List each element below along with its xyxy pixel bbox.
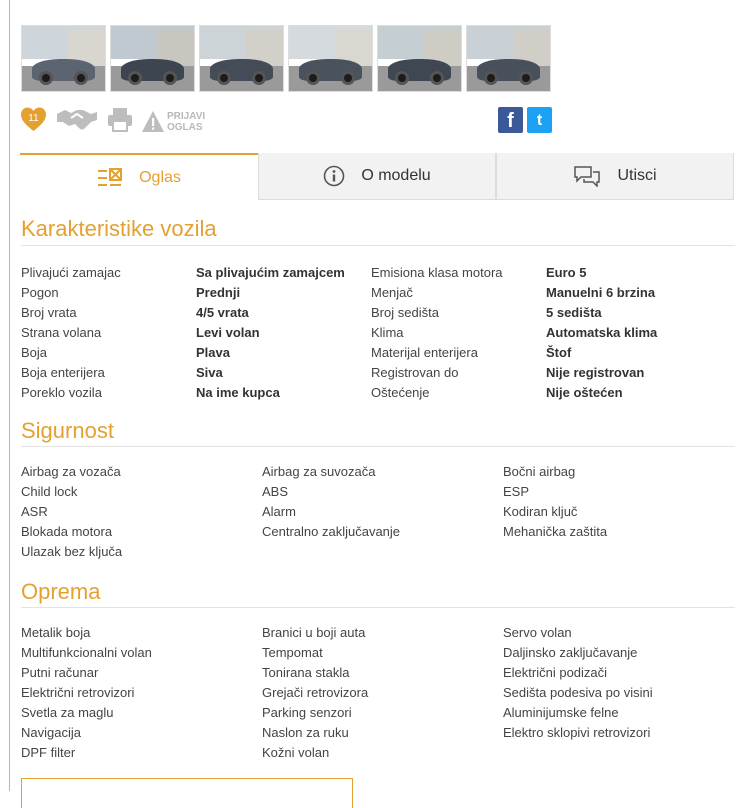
info-icon [323, 165, 345, 187]
car-wheel [341, 71, 355, 85]
photo-thumbnails [21, 25, 551, 92]
car-wheel [306, 71, 320, 85]
car-wheel [252, 71, 266, 85]
safety-item: Kodiran ključ [503, 504, 578, 519]
car-thumbnail[interactable] [288, 25, 373, 92]
spec-label: Poreklo vozila [21, 384, 102, 400]
left-accent-rule [9, 0, 10, 791]
safety-item: ABS [262, 484, 289, 499]
spec-value: Manuelni 6 brzina [546, 284, 656, 300]
spec-label: Klima [371, 324, 404, 340]
equipment-title: Oprema [21, 579, 101, 604]
car-wheel [39, 71, 53, 85]
tab-oglas[interactable] [20, 153, 258, 200]
section-divider [21, 245, 735, 246]
spec-label: Registrovan do [371, 364, 459, 380]
spec-value: Levi volan [196, 324, 260, 340]
safety-list [21, 462, 741, 562]
equipment-item: DPF filter [21, 745, 76, 760]
safety-item: Alarm [262, 504, 296, 519]
spec-label: Broj vrata [21, 304, 77, 320]
spec-value: Prednji [196, 284, 241, 300]
safety-title: Sigurnost [21, 418, 114, 443]
safety-item: Mehanička zaštita [503, 524, 608, 539]
safety-item: ASR [21, 504, 48, 519]
tab-o-modelu-label: O modelu [361, 167, 431, 184]
equipment-item: Elektro sklopivi retrovizori [503, 725, 651, 740]
spec-value: Nije registrovan [546, 364, 645, 380]
spec-value: Euro 5 [546, 264, 587, 280]
spec-value: 4/5 vrata [196, 304, 249, 320]
safety-item: Ulazak bez ključa [21, 544, 123, 559]
car-wheel [163, 71, 177, 85]
equipment-item: Tempomat [262, 645, 323, 660]
tab-utisci[interactable] [496, 153, 734, 200]
equipment-item: Parking senzori [262, 705, 352, 720]
car-thumbnail[interactable] [199, 25, 284, 92]
spec-value: Štof [546, 344, 572, 360]
equipment-item: Tonirana stakla [262, 665, 350, 680]
car-wheel [217, 71, 231, 85]
safety-item: Bočni airbag [503, 464, 576, 479]
equipment-item: Električni retrovizori [21, 685, 135, 700]
handshake-button[interactable] [55, 106, 99, 137]
equipment-item: Grejači retrovizora [262, 685, 369, 700]
safety-item: Centralno zaključavanje [262, 524, 401, 539]
equipment-list [21, 623, 741, 763]
spec-label: Materijal enterijera [371, 344, 478, 360]
spec-label: Pogon [21, 284, 59, 300]
spec-label: Emisiona klasa motora [371, 264, 503, 280]
safety-item: Child lock [21, 484, 78, 499]
car-wheel [484, 71, 498, 85]
equipment-item: Navigacija [21, 725, 81, 740]
equipment-item: Putni računar [21, 665, 99, 680]
spec-value: Siva [196, 364, 223, 380]
section-divider [21, 607, 735, 608]
twitter-icon[interactable]: t [527, 107, 552, 133]
like-count: 11 [28, 113, 39, 124]
car-wheel [74, 71, 88, 85]
car-wheel [519, 71, 533, 85]
spec-value: Automatska klima [546, 324, 658, 340]
spec-row [21, 302, 721, 322]
social-share [498, 107, 552, 133]
report-label [167, 111, 207, 133]
chat-bubbles-icon [573, 165, 601, 187]
listing-actions [20, 106, 215, 137]
spec-value: Nije oštećen [546, 384, 623, 400]
spec-value: Sa plivajućim zamajcem [196, 264, 345, 280]
report-label-line2: OGLAS [167, 121, 203, 133]
car-wheel [395, 71, 409, 85]
car-wheel [430, 71, 444, 85]
report-label-line1: PRIJAVI [167, 110, 206, 122]
facebook-icon[interactable]: f [498, 107, 523, 133]
car-thumbnail[interactable] [377, 25, 462, 92]
car-thumbnail[interactable] [21, 25, 106, 92]
equipment-item: Branici u boji auta [262, 625, 366, 640]
warning-icon [141, 110, 165, 134]
equipment-item: Kožni volan [262, 745, 330, 760]
equipment-item: Naslon za ruku [262, 725, 349, 740]
spec-row [21, 262, 721, 282]
spec-row [21, 322, 721, 342]
equipment-item: Sedišta podesiva po visini [503, 685, 653, 700]
bottom-panel [21, 778, 353, 808]
safety-item: Airbag za suvozača [262, 464, 376, 479]
spec-label: Broj sedišta [371, 304, 439, 320]
car-wheel [128, 71, 142, 85]
spec-value: 5 sedišta [546, 304, 602, 320]
characteristics-table [21, 262, 721, 402]
equipment-item: Servo volan [503, 625, 572, 640]
characteristics-title: Karakteristike vozila [21, 216, 217, 241]
spec-label: Strana volana [21, 324, 102, 340]
equipment-item: Aluminijumske felne [503, 705, 619, 720]
equipment-item: Svetla za maglu [21, 705, 114, 720]
spec-label: Menjač [371, 284, 413, 300]
print-icon [107, 106, 133, 132]
safety-item: Blokada motora [21, 524, 113, 539]
spec-row [21, 382, 721, 402]
equipment-item: Multifunkcionalni volan [21, 645, 152, 660]
tab-oglas-label: Oglas [139, 168, 181, 186]
print-button[interactable] [107, 106, 133, 137]
spec-label: Boja [21, 344, 48, 360]
safety-item: ESP [503, 484, 530, 499]
tab-utisci-label: Utisci [617, 167, 657, 184]
safety-item: Airbag za vozača [21, 464, 121, 479]
tab-o-modelu[interactable] [258, 153, 496, 200]
car-thumbnail[interactable] [466, 25, 551, 92]
report-button[interactable] [141, 110, 207, 134]
spec-label: Oštećenje [371, 384, 430, 400]
equipment-item: Daljinsko zaključavanje [503, 645, 638, 660]
spec-row [21, 282, 721, 302]
section-divider [21, 446, 735, 447]
spec-value: Plava [196, 344, 230, 360]
equipment-item: Metalik boja [21, 625, 91, 640]
spec-row [21, 342, 721, 362]
spec-label: Plivajući zamajac [21, 264, 121, 280]
listing-icon [97, 167, 123, 189]
like-button[interactable] [20, 106, 47, 137]
spec-row [21, 362, 721, 382]
spec-label: Boja enterijera [21, 364, 105, 380]
handshake-icon [55, 106, 99, 132]
equipment-item: Električni podizači [503, 665, 608, 680]
spec-value: Na ime kupca [196, 384, 280, 400]
listing-tabs [20, 153, 734, 200]
car-thumbnail[interactable] [110, 25, 195, 92]
